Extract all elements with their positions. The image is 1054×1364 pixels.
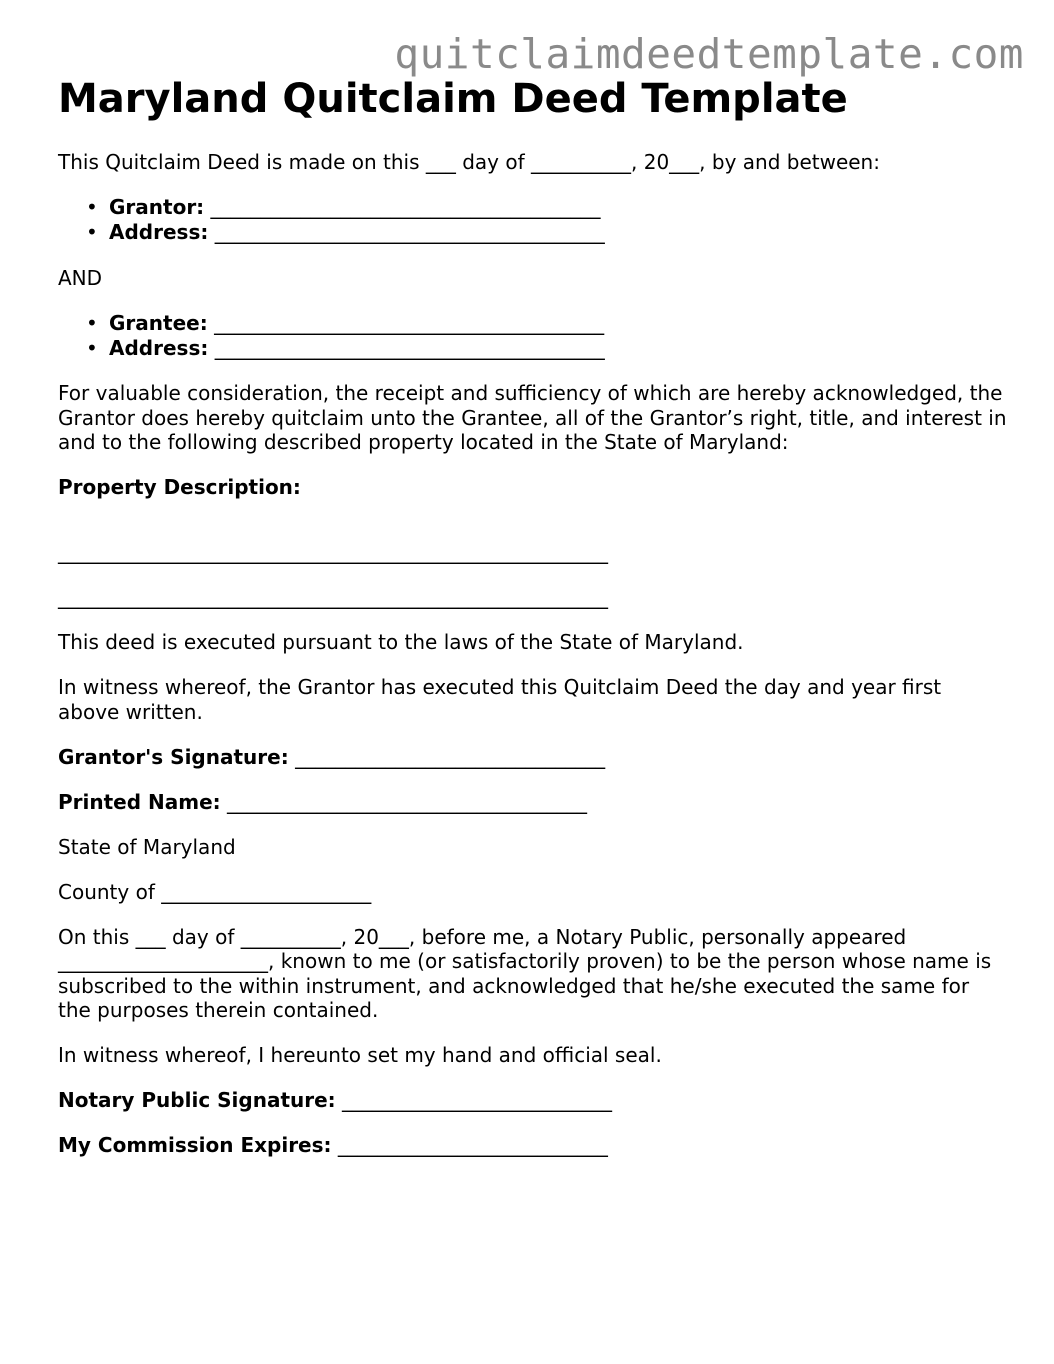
intro-paragraph: This Quitclaim Deed is made on this ___ day of __________, 20___, by and between: [58,150,880,174]
grantor-item [84,195,1008,220]
bullet-icon: • [86,335,98,360]
grantor-signature-label: Grantor's Signature: [58,744,289,769]
notary-signature-blank: ___________________________ [342,1088,613,1112]
commission-expires-label: My Commission Expires: [58,1133,332,1157]
witness-paragraph: In witness whereof, the Grantor has executed this Quitclaim Deed the day and year first above written. [58,675,942,724]
grantor-blank: _______________________________________ [210,195,601,219]
page-title: Maryland Quitclaim Deed Template [58,76,848,122]
bullet-icon: • [86,310,98,335]
bullet-icon: • [86,195,98,219]
grantor-signature-row [58,745,1008,770]
printed-name-blank: ____________________________________ [227,789,588,814]
grantor-address-label: Address: [109,220,209,244]
notary-signature-label: Notary Public Signature: [58,1088,336,1112]
laws-paragraph: This deed is executed pursuant to the laws of the State of Maryland. [58,630,744,654]
grantee-item [84,311,1008,336]
deed-document [58,74,1008,1178]
printed-name-label: Printed Name: [58,789,221,814]
spacer [58,520,1008,540]
notary-paragraph: On this ___ day of __________, 20___, before me, a Notary Public, personally appeared _____________________, known to me (or satisfactorily proven) to be the person whose name is subscribed to the within instrument, and acknowledged that he/she executed the same for the purposes therein contained. [58,924,992,1022]
property-line-2: _______________________________________________________ [58,585,608,609]
property-description-label: Property Description: [58,475,301,499]
grantor-list [58,195,1008,245]
grantee-blank: _______________________________________ [214,310,605,335]
grantee-address-label: Address: [109,335,209,360]
county-text: County of _____________________ [58,879,372,904]
bullet-icon: • [86,220,98,244]
notary-signature-row [58,1088,1008,1113]
grantor-address-item [84,220,1008,245]
grantor-label: Grantor: [109,195,205,219]
grantee-address-blank: _______________________________________ [214,335,605,360]
grantee-label: Grantee: [109,310,208,335]
commission-expires-blank: ___________________________ [337,1133,608,1157]
and-text: AND [58,265,103,290]
site-watermark: quitclaimdeedtemplate.com [394,30,1024,78]
grantor-address-blank: _______________________________________ [214,220,605,244]
seal-paragraph: In witness whereof, I hereunto set my hand and official seal. [58,1043,662,1067]
grantor-signature-blank: _______________________________ [295,744,606,769]
property-line-1: _______________________________________________________ [58,540,608,564]
state-text: State of Maryland [58,834,236,859]
grantee-list [58,311,1008,361]
printed-name-row [58,790,1008,815]
consideration-paragraph: For valuable consideration, the receipt and sufficiency of which are hereby acknowledged, the Grantor does hereby quitclaim unto the Grantee, all of the Grantor’s right, title, and interest in and to the following described property located in the State of Maryland: [58,381,1007,454]
commission-expires-row [58,1133,1008,1158]
grantee-address-item [84,336,1008,361]
